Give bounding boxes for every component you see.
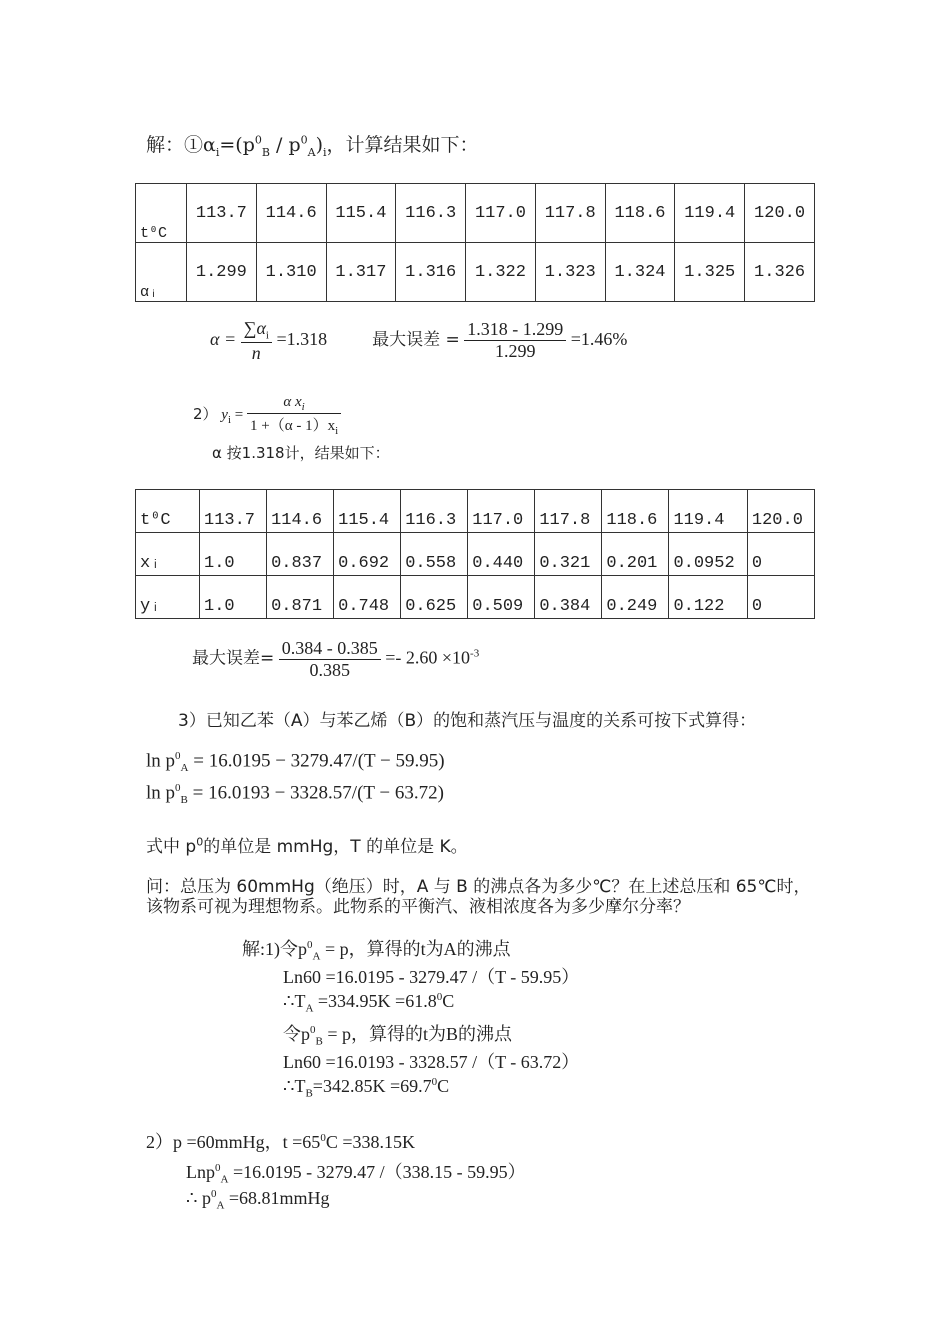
sol3b-l2-pre: Lnp xyxy=(186,1162,215,1182)
question-line-1: 问：总压为 60mmHg（绝压）时，A 与 B 的沸点各为多少℃？在上述总压和 65℃时， xyxy=(146,877,811,897)
table-cell: 1.0 xyxy=(200,576,267,619)
table-cell: 115.4 xyxy=(334,490,401,533)
table-cell: 1.299 xyxy=(187,243,257,302)
intro-sub-a: A xyxy=(307,145,316,159)
intro-sub-i: i xyxy=(215,145,220,159)
table-cell: 117.8 xyxy=(535,490,602,533)
sol3-l1-text: 解:1)令p xyxy=(242,939,307,959)
intro-slash: / p xyxy=(269,134,301,156)
part2-den-text: 1 +（α - 1）x xyxy=(250,418,336,434)
intro-suffix: ，计算结果如下： xyxy=(326,134,479,156)
intro-close: ) xyxy=(315,134,323,156)
part2-lhs-sub: i xyxy=(227,413,232,426)
max-error-label: 最大误差 = xyxy=(372,329,460,350)
sol3-l6-sup: 0 xyxy=(431,1076,438,1088)
table-cell: 1.323 xyxy=(535,243,605,302)
table-cell: 119.4 xyxy=(669,490,747,533)
sol3-line1 xyxy=(242,935,511,963)
table-cell: 1.0 xyxy=(200,533,267,576)
sol3-l3-sup: 0 xyxy=(436,991,443,1003)
sol3b-line2 xyxy=(186,1158,526,1186)
table-row xyxy=(136,533,815,576)
table-cell: 0.384 xyxy=(535,576,602,619)
table-cell: 1.310 xyxy=(256,243,326,302)
sol3-l4-sub: B xyxy=(315,1035,323,1048)
table-cell: 1.324 xyxy=(605,243,675,302)
table-cell: 0 xyxy=(747,576,814,619)
table-cell: 0.201 xyxy=(602,533,669,576)
table-cell: 115.4 xyxy=(326,184,396,243)
table-cell: 114.6 xyxy=(256,184,326,243)
table-cell: 120.0 xyxy=(745,184,815,243)
table-cell: 1.317 xyxy=(326,243,396,302)
alpha-fraction xyxy=(241,318,272,364)
table-cell: 0.558 xyxy=(401,533,468,576)
sol3-l3-post: C xyxy=(442,991,455,1011)
max-error-2-denominator: 0.385 xyxy=(309,660,350,680)
table-cell: 0.509 xyxy=(468,576,535,619)
part2-equation xyxy=(193,394,341,437)
eq-b-ln: ln p xyxy=(146,782,176,804)
table-header-x: xᵢ xyxy=(136,533,200,576)
table-row xyxy=(136,243,815,302)
table-cell: 114.6 xyxy=(267,490,334,533)
sol3b-l2-sup: 0 xyxy=(215,1162,221,1174)
eq-b-rhs: = 16.0193 − 3328.57/(T − 63.72) xyxy=(187,782,444,804)
sol3-l6-sub: B xyxy=(305,1087,313,1100)
part2-denominator xyxy=(247,414,341,437)
sol3b-l2-sub: A xyxy=(220,1173,229,1186)
sol3b-l1-sup: 0 xyxy=(320,1132,326,1144)
max-error-2-numerator: 0.384 - 0.385 xyxy=(279,638,381,660)
table-cell: 0.122 xyxy=(669,576,747,619)
intro-sup: 0 xyxy=(254,133,262,147)
units-pre: 式中 p xyxy=(146,837,197,857)
table-cell: 117.8 xyxy=(535,184,605,243)
sol3-l3-pre: ∴T xyxy=(283,991,306,1011)
table-header-alpha: αᵢ xyxy=(136,243,187,302)
sol3b-line1 xyxy=(146,1128,415,1154)
table-cell: 0.0952 xyxy=(669,533,747,576)
intro-sub-i-2: i xyxy=(323,145,327,159)
part2-eq: = xyxy=(231,406,244,423)
problem3-statement: 3）已知乙苯（A）与苯乙烯（B）的饱和蒸汽压与温度的关系可按下式算得： xyxy=(178,711,757,731)
sol3-line6 xyxy=(283,1076,449,1100)
eq-a-rhs: = 16.0195 − 3279.47/(T − 59.95) xyxy=(188,750,445,772)
sol3-line4 xyxy=(283,1020,512,1048)
table-row xyxy=(136,576,815,619)
intro-sub-b: B xyxy=(261,145,270,159)
sol3-l1-sup: 0 xyxy=(307,939,313,951)
sol3-l3-mid: =334.95K =61.8 xyxy=(313,991,437,1011)
question-line-2: 该物系可视为理想物系。此物系的平衡汽、液相浓度各为多少摩尔分率？ xyxy=(146,897,690,917)
units-post: 的单位是 mmHg，T 的单位是 K。 xyxy=(203,837,468,857)
eq-a-ln: ln p xyxy=(146,750,176,772)
table-header-y: yᵢ xyxy=(136,576,200,619)
table-cell: 118.6 xyxy=(602,490,669,533)
sol3-l4-sup: 0 xyxy=(310,1024,316,1036)
alpha-numerator xyxy=(241,318,272,343)
sol3b-l2-post: =16.0195 - 3279.47 /（338.15 - 59.95） xyxy=(228,1162,526,1182)
sol3-l6-pre: ∴T xyxy=(283,1076,306,1096)
vapor-pressure-eq-b xyxy=(146,782,444,806)
table-cell: 0.692 xyxy=(334,533,401,576)
vapor-pressure-eq-a xyxy=(146,750,445,774)
sol3b-l3-sup: 0 xyxy=(210,1188,217,1200)
alpha-denominator: n xyxy=(251,342,261,363)
sol3b-l1-pre: 2）p =60mmHg，t =65 xyxy=(146,1132,321,1152)
sol3b-l3-pre: ∴ p xyxy=(186,1188,211,1208)
sol3b-l1-post: C =338.15K xyxy=(325,1132,415,1152)
error-result: =1.46% xyxy=(570,328,628,349)
sol3-l4-rest: = p，算得的t为B的沸点 xyxy=(322,1024,513,1044)
error-denominator: 1.299 xyxy=(495,341,536,362)
table-cell: 118.6 xyxy=(605,184,675,243)
max-error-2-fraction xyxy=(279,638,381,681)
eq-b-sup: 0 xyxy=(175,782,181,794)
error-fraction xyxy=(464,319,566,362)
sol3b-l3-sub: A xyxy=(216,1199,225,1212)
part2-fraction xyxy=(247,394,341,437)
part2-label: 2） xyxy=(193,404,218,423)
table-row xyxy=(136,490,815,533)
intro-formula: =(p xyxy=(219,134,255,156)
max-error-2 xyxy=(192,638,479,681)
part2-num-text: α x xyxy=(283,394,302,410)
part2-lhs: y xyxy=(221,406,228,423)
table-cell: 116.3 xyxy=(396,184,466,243)
table-cell: 0.625 xyxy=(401,576,468,619)
sol3-line3 xyxy=(283,991,454,1015)
table-cell: 0.871 xyxy=(267,576,334,619)
sol3-line5: Ln60 =16.0193 - 3328.57 /（T - 63.72） xyxy=(283,1052,580,1072)
alpha-result: =1.318 xyxy=(276,328,328,349)
table-header-temp: t⁰C xyxy=(136,490,200,533)
part2-note: α 按1.318计，结果如下： xyxy=(212,444,390,462)
table-cell: 116.3 xyxy=(401,490,468,533)
sol3-l1-rest: = p，算得的t为A的沸点 xyxy=(320,939,511,959)
max-error-2-result: =- 2.60 ×10 xyxy=(385,647,471,668)
sol3b-line3 xyxy=(186,1188,330,1212)
table-cell: 119.4 xyxy=(675,184,745,243)
table-cell: 117.0 xyxy=(468,490,535,533)
table-cell: 1.325 xyxy=(675,243,745,302)
table-cell: 0 xyxy=(747,533,814,576)
units-sup: 0 xyxy=(196,835,204,849)
table-cell: 120.0 xyxy=(747,490,814,533)
intro-sup-2: 0 xyxy=(300,133,308,147)
table-cell: 0.748 xyxy=(334,576,401,619)
sol3-l6-post: C xyxy=(437,1076,450,1096)
max-error-2-label: 最大误差= xyxy=(192,648,275,669)
max-error-2-exp: -3 xyxy=(470,647,480,660)
sol3b-l3-post: =68.81mmHg xyxy=(224,1188,330,1208)
part2-num-sub: i xyxy=(301,401,305,413)
eq-a-sup: 0 xyxy=(175,750,181,762)
table-cell: 1.326 xyxy=(745,243,815,302)
table-cell: 1.316 xyxy=(396,243,466,302)
alpha-lhs: α = xyxy=(210,328,237,349)
table-cell: 0.440 xyxy=(468,533,535,576)
intro-prefix: 解：①α xyxy=(146,134,216,156)
table-header-temp: t⁰C xyxy=(136,184,187,243)
part2-numerator xyxy=(247,394,341,414)
table-cell: 113.7 xyxy=(200,490,267,533)
table-cell: 0.321 xyxy=(535,533,602,576)
table-cell: 0.249 xyxy=(602,576,669,619)
sol3-l3-sub: A xyxy=(305,1002,314,1015)
sol3-l6-mid: =342.85K =69.7 xyxy=(312,1076,432,1096)
xy-table xyxy=(135,489,815,619)
part2-den-sub: i xyxy=(335,425,339,437)
error-numerator: 1.318 - 1.299 xyxy=(464,319,566,341)
alpha-table xyxy=(135,183,815,302)
sol3-l4-text: 令p xyxy=(283,1024,310,1044)
table-cell: 113.7 xyxy=(187,184,257,243)
eq-b-sub: B xyxy=(180,794,188,807)
sol3-line2: Ln60 =16.0195 - 3279.47 /（T - 59.95） xyxy=(283,967,580,987)
alpha-mean-equation xyxy=(210,318,627,364)
table-row xyxy=(136,184,815,243)
sol3-l1-sub: A xyxy=(312,950,321,963)
units-note xyxy=(146,832,468,857)
table-cell: 117.0 xyxy=(466,184,536,243)
solution-intro xyxy=(146,130,479,159)
table-cell: 0.837 xyxy=(267,533,334,576)
alpha-num-text: ∑α xyxy=(243,318,266,338)
eq-a-sub: A xyxy=(180,762,189,775)
table-cell: 1.322 xyxy=(466,243,536,302)
alpha-num-sub: i xyxy=(265,329,269,342)
